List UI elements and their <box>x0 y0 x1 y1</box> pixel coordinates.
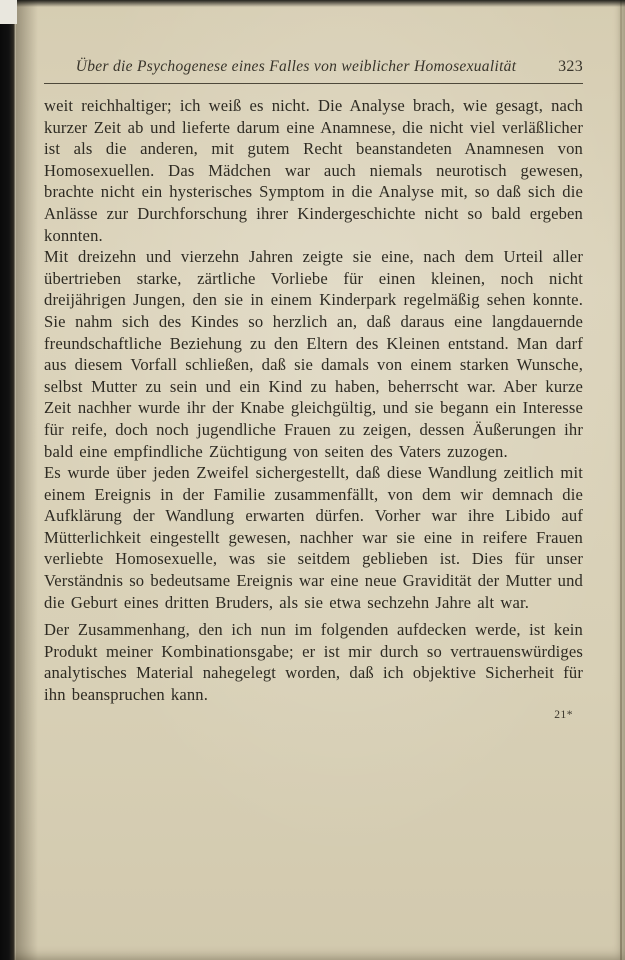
paragraph-1: weit reichhaltiger; ich weiß es nicht. Die Analyse brach, wie gesagt, nach kurzer Zeit ab und lieferte darum eine Anamnese, die nicht viel verläßlicher ist als die anderen, mit gutem Recht beanstandeten Anamnesen von Homosexuellen. Das Mädchen war auch niemals neurotisch gewesen, brachte nicht ein hysterisches Symptom in die Analyse mit, so daß sich die Anlässe zur Durchforschung ihrer Kindergeschichte nicht so bald ergeben konnten. <box>44 96 583 245</box>
scan-edge-left <box>0 0 16 960</box>
paragraph-3: Es wurde über jeden Zweifel sichergestellt, daß diese Wandlung zeitlich mit einem Ereignis in der Familie zusammenfällt, von dem wir demnach die Aufklärung der Wandlung erwarten dürfen. Vorher war ihre Libido auf Mütterlichkeit eingestellt gewesen, nachher war sie eine in reifere Frauen verliebte Homosexuelle, was sie seitdem geblieben ist. Dies für unser Verständnis so bedeutsame Ereignis war eine neue Gravidität der Mutter und die Geburt eines dritten Bruders, als sie etwa sechzehn Jahre alt war. <box>44 463 583 612</box>
scan-gutter-shadow <box>16 0 38 960</box>
running-header <box>44 58 583 76</box>
paragraph-4: Der Zusammenhang, den ich nun im folgenden aufdecken werde, ist kein Produkt meiner Kombinationsgabe; er ist mir durch so vertrauenswürdiges analytisches Material nahegelegt worden, daß ich objektive Sicherheit für ihn beanspruchen kann. <box>44 620 583 705</box>
paragraph-2: Mit dreizehn und vierzehn Jahren zeigte sie eine, nach dem Urteil aller übertrieben starke, zärtliche Vorliebe für einen kleinen, noch nicht dreijährigen Jungen, den sie in einem Kinderpark regelmäßig sehen konnte. Sie nahm sich des Kindes so herzlich an, daß daraus eine langdauernde freundschaftliche Beziehung zu den Eltern des Kleinen entstand. Man darf aus diesem Vorfall schließen, daß sie damals von einem starken Wunsche, selbst Mutter zu sein und ein Kind zu haben, beherrscht war. Aber kurze Zeit nachher wurde ihr der Knabe gleichgültig, und sie begann ein Interesse für reife, doch noch jugendliche Frauen zu zeigen, dessen Äußerungen ihr bald eine empfindliche Züchtigung von seiten des Vaters zuzogen. <box>44 247 583 461</box>
signature-mark: 21* <box>554 708 573 721</box>
page-body <box>44 95 583 706</box>
header-rule <box>44 83 583 84</box>
scan-edge-right <box>620 0 622 960</box>
running-title: Über die Psychogenese eines Falles von weiblicher Homosexualität <box>75 58 517 75</box>
page-content <box>44 58 583 721</box>
scan-corner-patch <box>0 0 17 24</box>
scan-edge-top <box>0 0 625 7</box>
page-number: 323 <box>558 58 583 75</box>
